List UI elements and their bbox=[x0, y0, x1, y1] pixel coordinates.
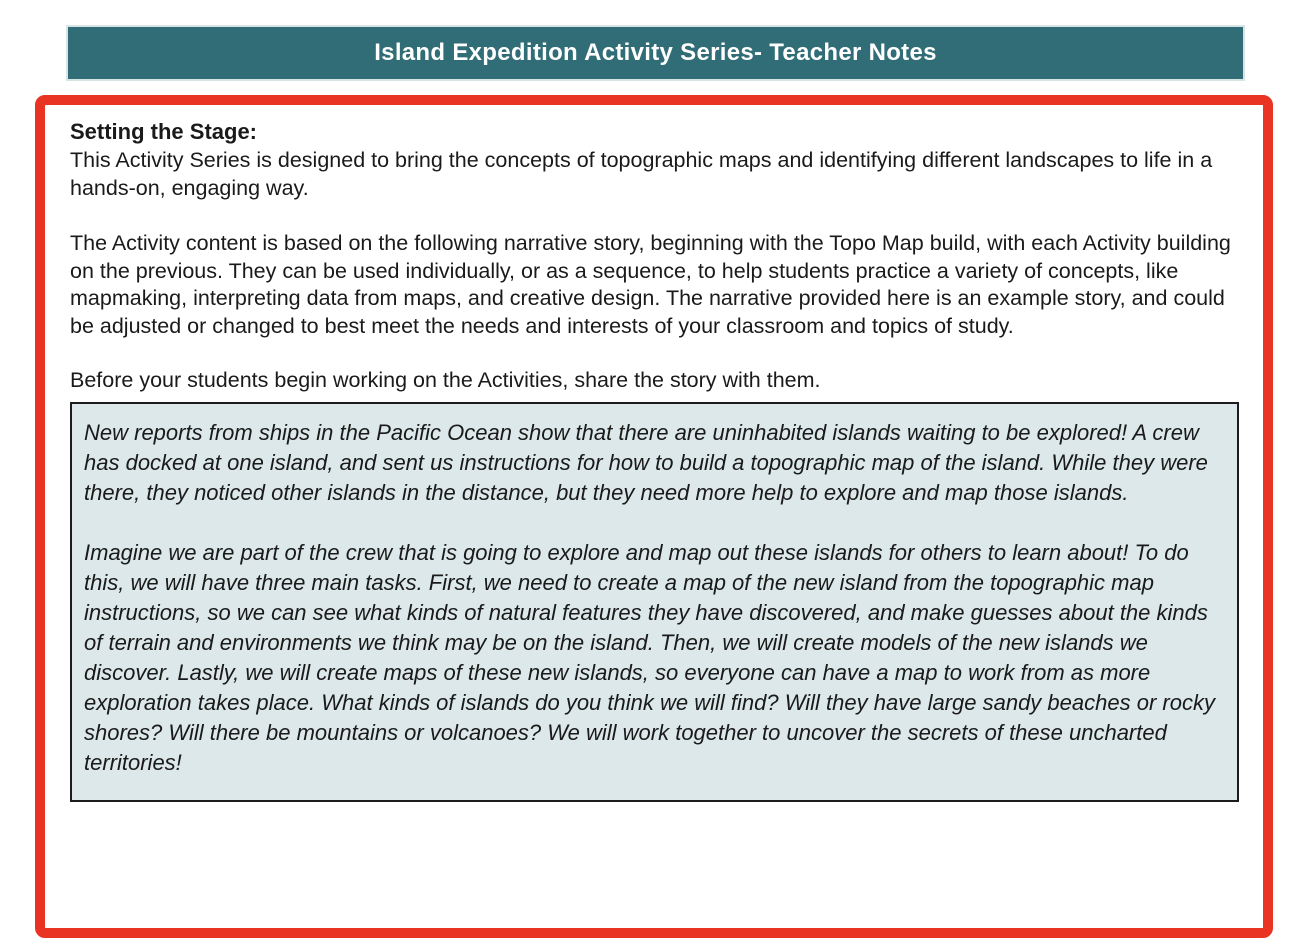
intro-paragraph: This Activity Series is designed to bring the concepts of topographic maps and identifying different landscapes to life in a hands-on, engaging way. bbox=[70, 148, 1213, 200]
lead-in-line: Before your students begin working on the Activities, share the story with them. bbox=[70, 368, 821, 392]
story-paragraph-2: Imagine we are part of the crew that is going to explore and map out these islands for others to learn about! To do this, we will have three main tasks. First, we need to create a map of the new island from the topographic map instructions, so we can see what kinds of natural features they have discovered, and make guesses about the kinds of terrain and environments we think may be on the island. Then, we will create models of the new islands we discover. Lastly, we will create maps of these new islands, so everyone can have a map to work from as more exploration takes place. What kinds of islands do you think we will find? Will they have large sandy beaches or rocky shores? Will there be mountains or volcanoes? We will work together to uncover the secrets of these uncharted territories! bbox=[84, 539, 1215, 775]
section-heading: Setting the Stage: bbox=[70, 119, 258, 144]
narrative-story-box bbox=[70, 402, 1239, 802]
title-banner bbox=[66, 25, 1245, 81]
content-paragraph: The Activity content is based on the following narrative story, beginning with the Topo Map build, with each Activity building on the previous. They can be used individually, or as a sequence, to help students practice a variety of concepts, like mapmaking, interpreting data from maps, and creative design. The narrative provided here is an example story, and could be adjusted or changed to best meet the needs and interests of your classroom and topics of study. bbox=[70, 231, 1231, 338]
page-title: Island Expedition Activity Series- Teacher Notes bbox=[374, 39, 937, 66]
story-paragraph-1: New reports from ships in the Pacific Ocean show that there are uninhabited islands waiting to be explored! A crew has docked at one island, and sent us instructions for how to build a topographic map of the island. While they were there, they noticed other islands in the distance, but they need more help to explore and map those islands. bbox=[84, 419, 1208, 505]
teacher-notes-panel bbox=[35, 95, 1273, 938]
